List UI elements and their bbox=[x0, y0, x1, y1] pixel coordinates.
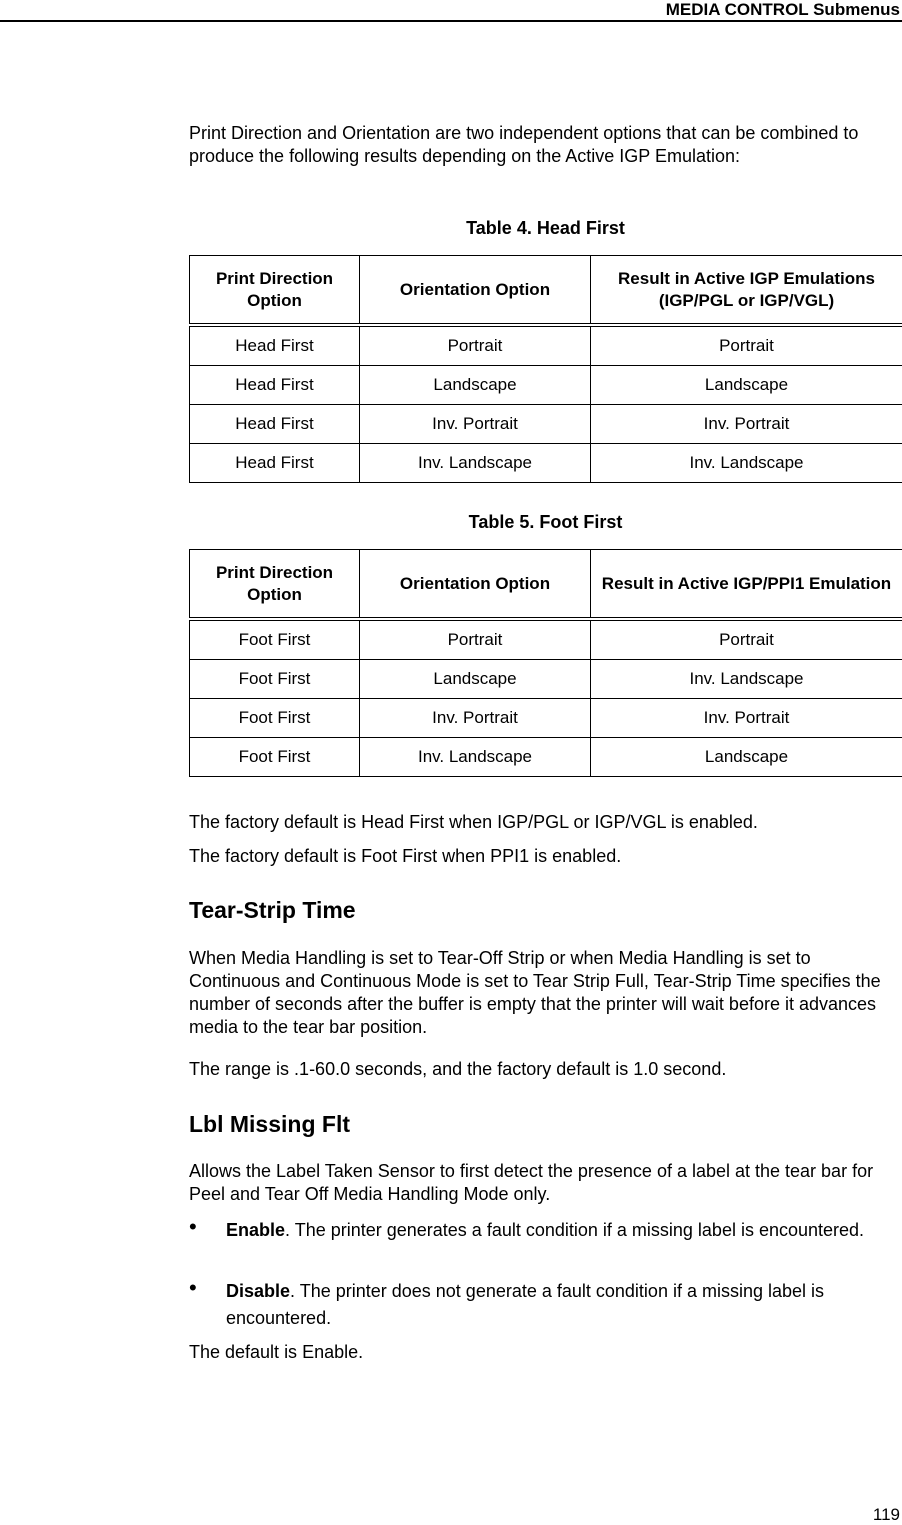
table-row bbox=[190, 444, 902, 483]
bullet-term: Enable bbox=[226, 1220, 285, 1240]
table-cell: Landscape bbox=[360, 366, 591, 405]
table-cell: Foot First bbox=[190, 660, 360, 699]
column-header: Print Direction Option bbox=[190, 256, 360, 326]
lbl-missing-heading: Lbl Missing Flt bbox=[189, 1111, 350, 1138]
table-foot-first bbox=[189, 549, 902, 777]
column-header: Orientation Option bbox=[360, 256, 591, 326]
table-cell: Portrait bbox=[360, 325, 591, 366]
table-cell: Inv. Landscape bbox=[360, 444, 591, 483]
table-cell: Head First bbox=[190, 444, 360, 483]
tear-strip-range: The range is .1-60.0 seconds, and the factory default is 1.0 second. bbox=[189, 1058, 902, 1081]
table-row bbox=[190, 405, 902, 444]
table-cell: Inv. Landscape bbox=[360, 738, 591, 777]
table-cell: Inv. Portrait bbox=[591, 699, 902, 738]
bullet-description: . The printer does not generate a fault condition if a missing label is encountered. bbox=[226, 1281, 824, 1328]
table4-title: Table 4. Head First bbox=[189, 218, 902, 239]
table-row bbox=[190, 699, 902, 738]
table-cell: Portrait bbox=[591, 619, 902, 660]
bullet-term: Disable bbox=[226, 1281, 290, 1301]
table-cell: Foot First bbox=[190, 619, 360, 660]
table-row bbox=[190, 619, 902, 660]
bullet-icon: • bbox=[189, 1214, 197, 1240]
lbl-missing-default: The default is Enable. bbox=[189, 1341, 902, 1364]
table-cell: Foot First bbox=[190, 699, 360, 738]
table-cell: Portrait bbox=[360, 619, 591, 660]
table-row bbox=[190, 325, 902, 366]
bullet-text bbox=[226, 1217, 902, 1244]
page-number: 119 bbox=[873, 1505, 900, 1525]
table-row bbox=[190, 738, 902, 777]
bullet-text bbox=[226, 1278, 902, 1332]
table-cell: Head First bbox=[190, 366, 360, 405]
table-row bbox=[190, 660, 902, 699]
table-header-row bbox=[190, 550, 902, 620]
header-rule bbox=[0, 20, 902, 22]
column-header: Result in Active IGP/PPI1 Emulation bbox=[591, 550, 902, 620]
table-cell: Inv. Portrait bbox=[360, 699, 591, 738]
table-cell: Landscape bbox=[591, 738, 902, 777]
column-header: Print Direction Option bbox=[190, 550, 360, 620]
table-cell: Head First bbox=[190, 405, 360, 444]
bullet-description: . The printer generates a fault condition if a missing label is encountered. bbox=[285, 1220, 864, 1240]
table-cell: Landscape bbox=[591, 366, 902, 405]
tear-strip-description: When Media Handling is set to Tear-Off Strip or when Media Handling is set to Continuous and Continuous Mode is set to Tear Strip Full, Tear-Strip Time specifies the number of seconds after the buffer is empty that the printer will wait before it advances media to the tear bar position. bbox=[189, 947, 902, 1039]
table-cell: Portrait bbox=[591, 325, 902, 366]
intro-paragraph: Print Direction and Orientation are two independent options that can be combined to produce the following results depending on the Active IGP Emulation: bbox=[189, 122, 902, 168]
bullet-icon: • bbox=[189, 1275, 197, 1301]
lbl-missing-description: Allows the Label Taken Sensor to first detect the presence of a label at the tear bar for Peel and Tear Off Media Handling Mode only. bbox=[189, 1160, 902, 1206]
running-header: MEDIA CONTROL Submenus bbox=[666, 0, 900, 20]
table-cell: Landscape bbox=[360, 660, 591, 699]
table-cell: Head First bbox=[190, 325, 360, 366]
table-head-first bbox=[189, 255, 902, 483]
column-header: Result in Active IGP Emulations (IGP/PGL or IGP/VGL) bbox=[591, 256, 902, 326]
table-cell: Inv. Portrait bbox=[360, 405, 591, 444]
tear-strip-heading: Tear-Strip Time bbox=[189, 897, 356, 924]
table-cell: Inv. Landscape bbox=[591, 660, 902, 699]
table-cell: Inv. Landscape bbox=[591, 444, 902, 483]
table-header-row bbox=[190, 256, 902, 326]
default-foot-first-text: The factory default is Foot First when PPI1 is enabled. bbox=[189, 845, 902, 868]
table-cell: Foot First bbox=[190, 738, 360, 777]
table-row bbox=[190, 366, 902, 405]
default-head-first-text: The factory default is Head First when IGP/PGL or IGP/VGL is enabled. bbox=[189, 811, 902, 834]
column-header: Orientation Option bbox=[360, 550, 591, 620]
table5-title: Table 5. Foot First bbox=[189, 512, 902, 533]
table-cell: Inv. Portrait bbox=[591, 405, 902, 444]
